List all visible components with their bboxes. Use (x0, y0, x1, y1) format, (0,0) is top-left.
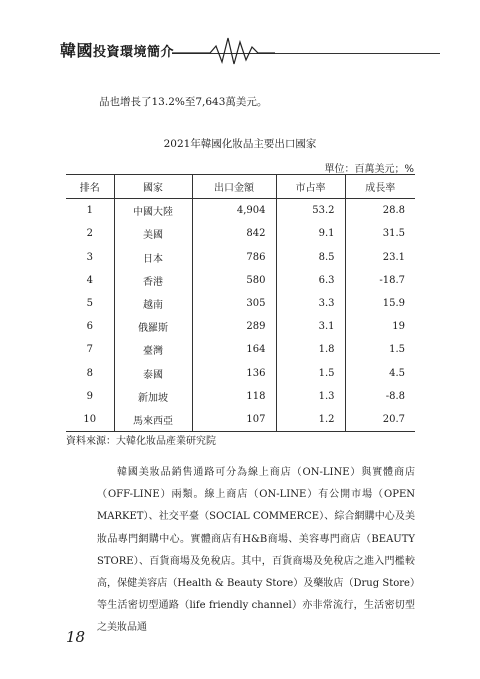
body-paragraph: 韓國美妝品銷售通路可分為線上商店（ON-LINE）與實體商店（OFF-LINE）兩類。線上商店（ON-LINE）有公開市場（OPEN MARKET）、社交平臺（SOCIAL COMMERCE）、綜合網購中心及美妝品專門網購中心。實體商店有H&B商場、美容專門商店（BEAUTY STORE）、百貨商場及免稅店。其中，百貨商場及免稅店之進入門檻較高，保健美容店（Health & Beauty Store）及藥妝店（Drug Store）等生活密切型通路（life friendly channel）亦非常流行，生活密切型之美妝品通 (97, 467, 415, 634)
table-row (66, 199, 415, 223)
header-title-main: 韓國 (60, 41, 94, 60)
table-row (66, 269, 415, 292)
table-body (66, 199, 415, 432)
cell-country: 泰國 (114, 362, 192, 385)
cell-country: 俄羅斯 (114, 315, 192, 338)
cell-amount: 289 (192, 315, 276, 338)
cell-rank: 7 (86, 344, 93, 356)
cell-country: 馬來西亞 (114, 408, 192, 432)
cell-amount: 305 (192, 292, 276, 315)
table-header-row (66, 175, 415, 199)
cell-country: 臺灣 (114, 338, 192, 361)
cell-growth: 1.5 (345, 338, 415, 361)
cell-amount: 580 (192, 269, 276, 292)
cell-rank: 4 (86, 274, 93, 286)
table-row (66, 246, 415, 269)
col-header-rank: 排名 (66, 175, 114, 199)
header-title-sub: 投資環境簡介 (93, 45, 175, 60)
cell-rank: 2 (86, 228, 93, 240)
cell-amount: 786 (192, 246, 276, 269)
cell-share: 53.2 (276, 199, 345, 223)
cell-share: 1.8 (276, 338, 345, 361)
cell-share: 6.3 (276, 269, 345, 292)
cell-growth: 28.8 (345, 199, 415, 223)
cell-amount: 4,904 (192, 199, 276, 223)
col-header-share: 市占率 (276, 175, 345, 199)
cell-share: 1.3 (276, 385, 345, 408)
cell-growth: 4.5 (345, 362, 415, 385)
cell-rank: 8 (86, 367, 93, 379)
cell-growth: -8.8 (345, 385, 415, 408)
cell-amount: 107 (192, 408, 276, 432)
cell-country: 中國大陸 (114, 199, 192, 223)
table-row (66, 338, 415, 361)
cell-share: 3.3 (276, 292, 345, 315)
cell-amount: 842 (192, 222, 276, 245)
cell-share: 1.2 (276, 408, 345, 432)
table-row (66, 315, 415, 338)
table-row (66, 292, 415, 315)
cell-growth: 20.7 (345, 408, 415, 432)
table-row (66, 362, 415, 385)
cell-share: 1.5 (276, 362, 345, 385)
col-header-amount: 出口金額 (192, 175, 276, 199)
table-row (66, 385, 415, 408)
export-table (66, 174, 415, 432)
cell-growth: -18.7 (345, 269, 415, 292)
header-title (60, 38, 174, 61)
cell-share: 3.1 (276, 315, 345, 338)
source-note: 資料來源：大韓化妝品產業研究院 (66, 436, 216, 447)
table-title: 2021年韓國化妝品主要出口國家 (163, 138, 317, 150)
page-header (60, 30, 440, 70)
cell-country: 越南 (114, 292, 192, 315)
table-row (66, 408, 415, 432)
cell-rank: 10 (66, 408, 114, 432)
cell-growth: 19 (345, 315, 415, 338)
cell-amount: 164 (192, 338, 276, 361)
cell-amount: 136 (192, 362, 276, 385)
cell-amount: 118 (192, 385, 276, 408)
cell-country: 美國 (114, 222, 192, 245)
cell-country: 日本 (114, 246, 192, 269)
page-number: 18 (66, 628, 86, 646)
cell-growth: 15.9 (345, 292, 415, 315)
table-row (66, 222, 415, 245)
cell-country: 香港 (114, 269, 192, 292)
cell-rank: 3 (86, 251, 93, 263)
cell-rank: 5 (86, 298, 93, 310)
cell-share: 9.1 (276, 222, 345, 245)
cell-rank: 1 (86, 205, 93, 217)
cell-country: 新加坡 (114, 385, 192, 408)
intro-text: 品也增長了13.2%至7,643萬美元。 (99, 96, 268, 108)
cell-growth: 23.1 (345, 246, 415, 269)
cell-rank: 9 (86, 390, 93, 402)
table-unit: 單位：百萬美元；% (324, 164, 414, 175)
cell-growth: 31.5 (345, 222, 415, 245)
col-header-growth: 成長率 (345, 175, 415, 199)
col-header-country: 國家 (114, 175, 192, 199)
cell-rank: 6 (86, 321, 93, 333)
cell-share: 8.5 (276, 246, 345, 269)
